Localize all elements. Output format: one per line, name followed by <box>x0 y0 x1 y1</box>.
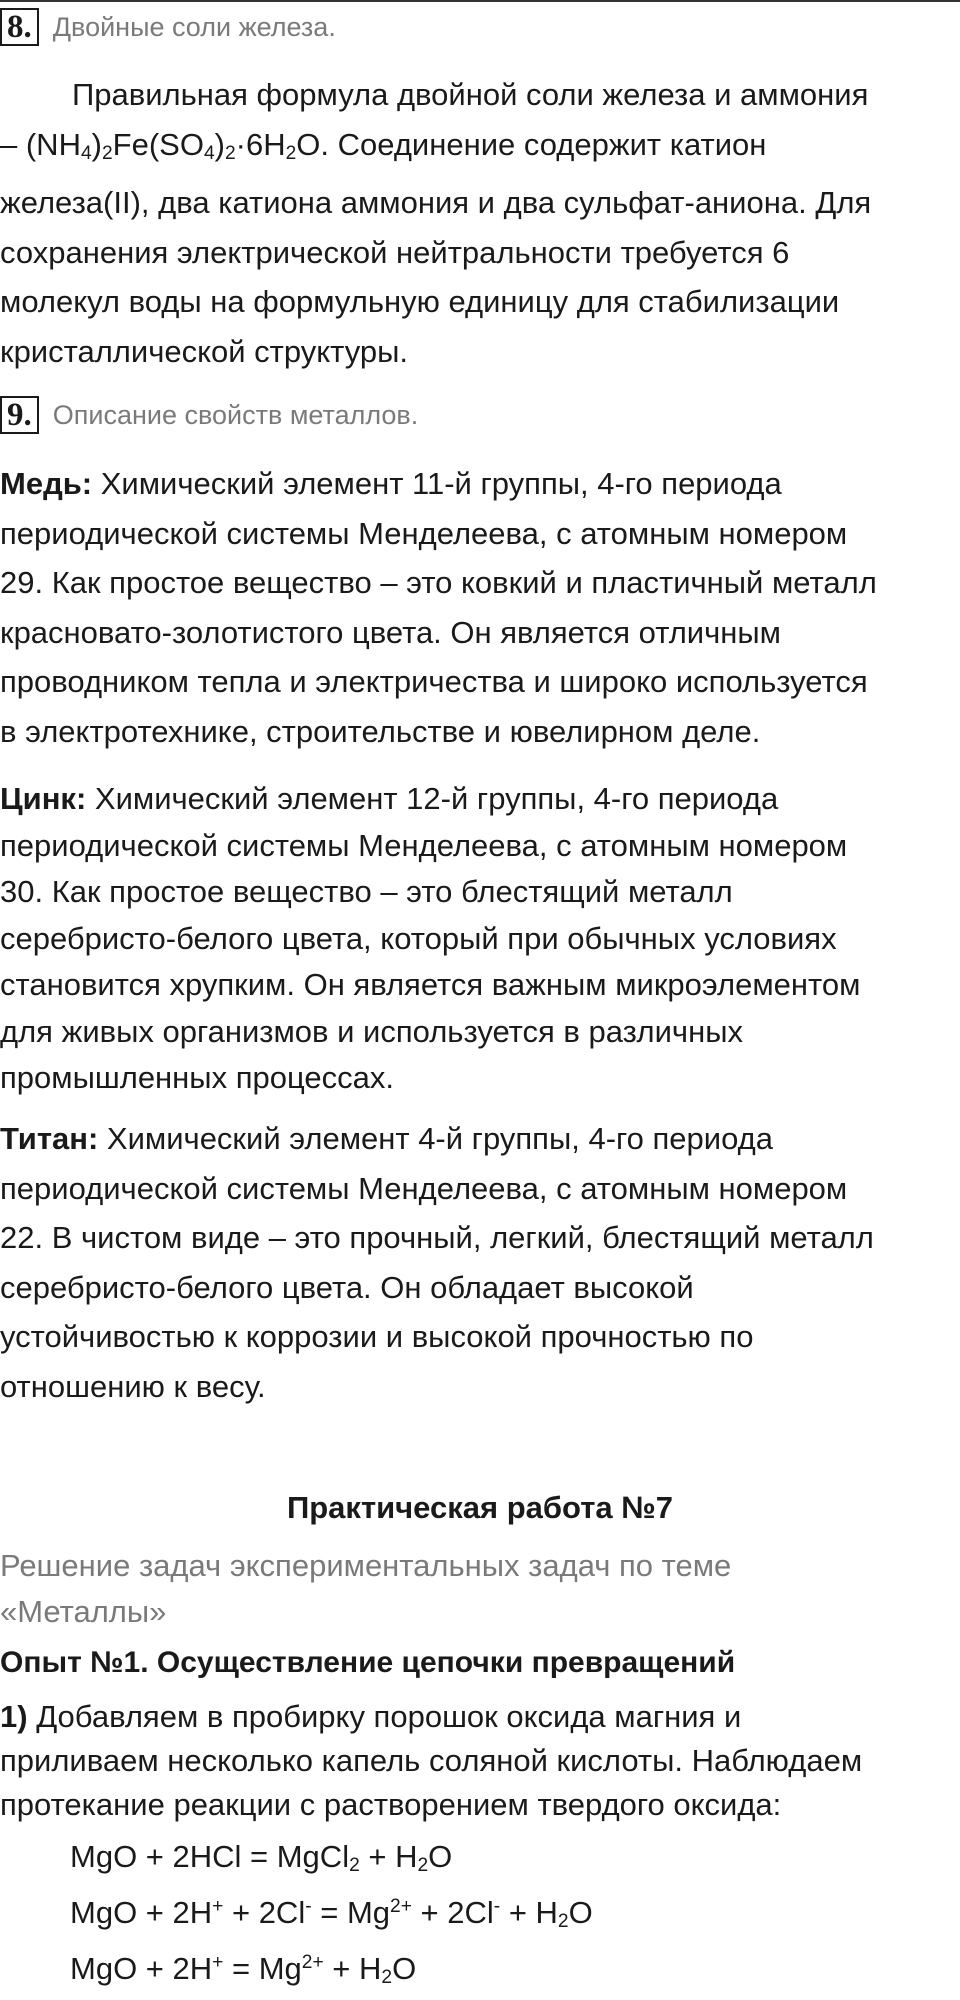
text-line: сохранения электрической нейтральности требуется 6 <box>0 234 790 270</box>
task-9-header <box>0 396 418 434</box>
task-title: Двойные соли железа. <box>52 11 336 42</box>
experiment-step-1 <box>0 1695 940 1827</box>
metal-copper <box>0 459 940 756</box>
task-number-box: 8. <box>0 8 39 46</box>
task-8-header <box>0 8 336 46</box>
text-line: кристаллической структуры. <box>0 333 409 369</box>
metal-zinc <box>0 776 940 1102</box>
text-line: Химический элемент 4-й группы, 4-го периода <box>106 1121 773 1156</box>
text-line: Правильная формула двойной соли железа и аммония <box>72 77 869 112</box>
text-line: проводником тепла и электричества и широко используется <box>0 664 868 699</box>
task-number-box: 9. <box>0 396 39 434</box>
text-line: красновато-золотистого цвета. Он является отличным <box>0 614 781 650</box>
text-line: устойчивостью к коррозии и высокой прочностью по <box>0 1319 754 1354</box>
task-title: Описание свойств металлов. <box>52 399 419 430</box>
text-line: для живых организмов и используется в различных <box>0 1013 743 1049</box>
equation-short-ionic: MgO + $2H^+ = Mg^{2+} + H_2O$ <box>70 1951 417 1988</box>
text-line: – $(NH_4)_2Fe(SO_4)_2\cdot 6H_2O$. Соединение содержит катион <box>0 126 767 164</box>
text-line: приливаем несколько капель соляной кислоты. Наблюдаем <box>0 1743 863 1778</box>
text-line: отношению к весу. <box>0 1368 266 1404</box>
text-line: железа(II), два катиона аммония и два сульфат-аниона. Для <box>0 185 872 220</box>
text-line: Химический элемент 12-й группы, 4-го периода <box>94 781 779 816</box>
text-line: периодической системы Менделеева, с атомным номером <box>0 515 848 551</box>
text-line: в электротехнике, строительстве и ювелирном деле. <box>0 713 761 749</box>
metal-name: Цинк: <box>0 781 87 816</box>
metal-name: Титан: <box>0 1121 99 1156</box>
text-line: 29. Как простое вещество – это ковкий и пластичный металл <box>0 565 877 600</box>
metal-titanium <box>0 1114 940 1411</box>
text-line: периодической системы Менделеева, с атомным номером <box>0 827 848 863</box>
metal-name: Медь: <box>0 466 93 501</box>
text-line: серебристо-белого цвета, который при обычных условиях <box>0 920 837 956</box>
task-8-text <box>0 70 940 376</box>
practical-work-subtitle <box>0 1543 940 1635</box>
text-line: промышленных процессах. <box>0 1060 394 1095</box>
equation-molecular: MgO + 2HCl = MgCl$_2$ + $H_2O$ <box>70 1839 453 1876</box>
text-line: 22. В чистом виде – это прочный, легкий, блестящий металл <box>0 1220 874 1255</box>
subtitle-line: Решение задач экспериментальных задач по теме <box>0 1548 732 1583</box>
equation-full-ionic: MgO + $2H^+ + 2Cl^- = Mg^{2+} + 2Cl^- + H_2O$ <box>70 1895 593 1932</box>
text-line: Добавляем в пробирку порошок оксида магния и <box>36 1699 742 1734</box>
step-number: 1) <box>0 1699 28 1734</box>
subtitle-line: «Металлы» <box>0 1594 167 1629</box>
text-line: 30. Как простое вещество – это блестящий металл <box>0 874 733 909</box>
text-line: периодической системы Менделеева, с атомным номером <box>0 1170 848 1206</box>
experiment-title: Опыт №1. Осуществление цепочки превращений <box>0 1646 736 1679</box>
text-line: серебристо-белого цвета. Он обладает высокой <box>0 1269 694 1305</box>
text-line: молекул воды на формульную единицу для стабилизации <box>0 284 840 319</box>
practical-work-title: Практическая работа №7 <box>286 1490 674 1525</box>
text-line: протекание реакции с растворением твердого оксида: <box>0 1787 782 1822</box>
text-line: становится хрупким. Он является важным микроэлементом <box>0 967 861 1002</box>
text-line: Химический элемент 11-й группы, 4-го периода <box>100 466 782 501</box>
top-rule <box>0 0 960 2</box>
